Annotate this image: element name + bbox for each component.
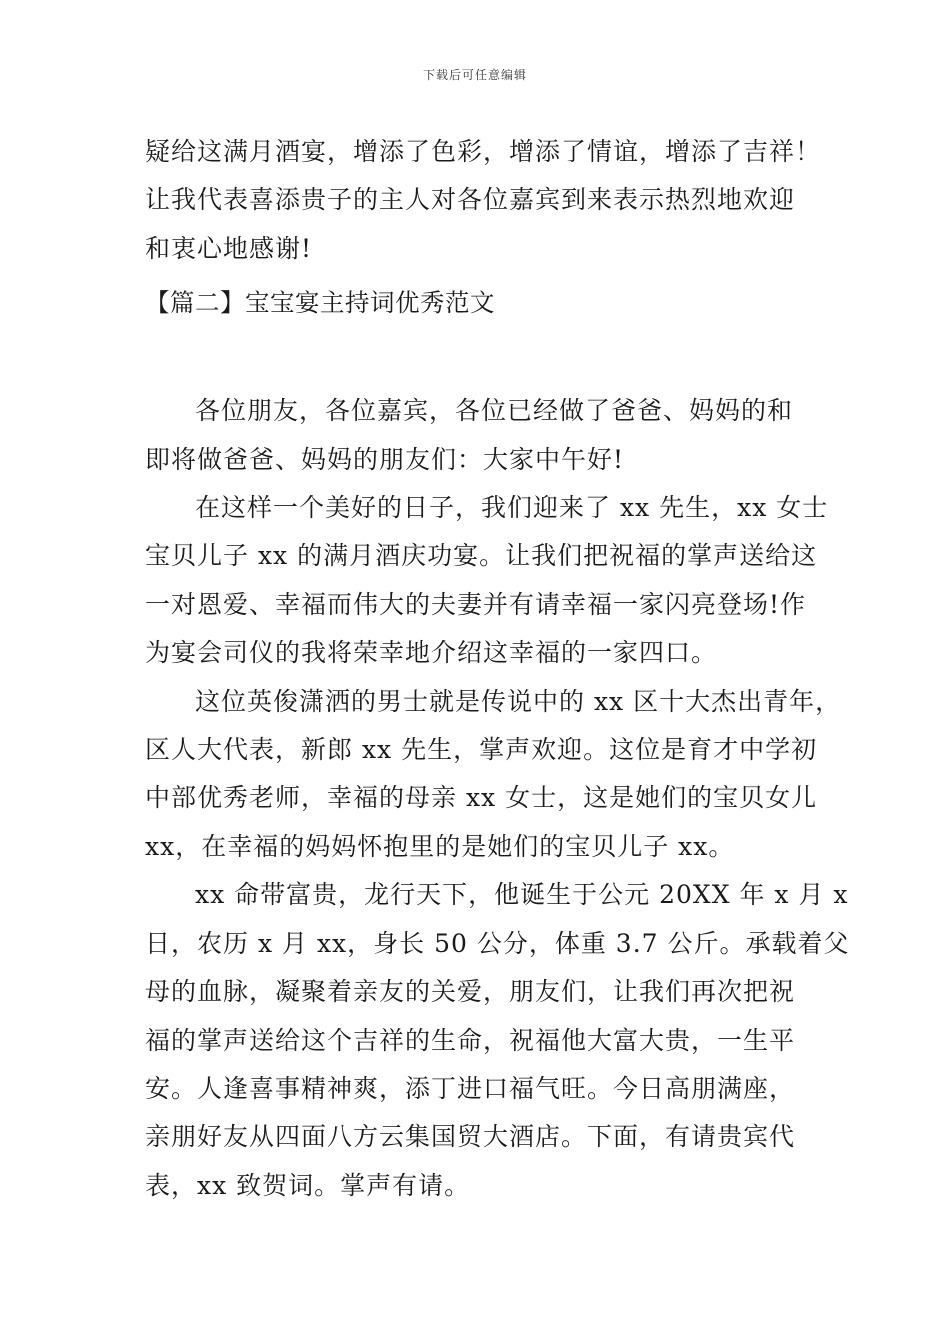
text-line: 疑给这满月酒宴，增添了色彩，增添了情谊，增添了吉祥！ <box>145 137 822 166</box>
text-line: 即将做爸爸、妈妈的朋友们：大家中午好! <box>145 444 625 474</box>
paragraph <box>145 484 829 678</box>
text-line: xx，在幸福的妈妈怀抱里的是她们的宝贝儿子 xx。 <box>145 831 735 861</box>
text-line: 安。人逢喜事精神爽，添丁进口福气旺。今日高朋满座， <box>145 1073 796 1103</box>
text-line: 和衷心地感谢! <box>145 233 313 263</box>
text-line: 为宴会司仪的我将荣幸地介绍这幸福的一家四口。 <box>145 638 718 668</box>
paragraph <box>145 387 811 484</box>
text-line: 福的掌声送给这个吉祥的生命，祝福他大富大贵，一生平 <box>145 1025 796 1055</box>
text-line: 母的血脉，凝聚着亲友的关爱，朋友们，让我们再次把祝 <box>145 977 796 1007</box>
blank-space <box>145 327 811 387</box>
intro-paragraph <box>145 128 822 273</box>
text-line: 中部优秀老师，幸福的母亲 xx 女士，这是她们的宝贝女儿 <box>145 783 818 813</box>
paragraph <box>145 871 850 1210</box>
text-line: xx 命带富贵，龙行天下，他诞生于公元 20XX 年 x 月 x <box>195 880 849 910</box>
text-line: 一对恩爱、幸福而伟大的夫妻并有请幸福一家闪亮登场!作 <box>145 589 807 619</box>
text-line: 这位英俊潇洒的男士就是传说中的 xx 区十大杰出青年， <box>195 686 842 716</box>
text-line: 表，xx 致贺词。掌声有请。 <box>145 1170 471 1200</box>
paragraph <box>145 678 842 872</box>
text-line: 日，农历 x 月 xx，身长 50 公分，体重 3.7 公斤。承载着父 <box>145 928 850 958</box>
header-note: 下载后可任意编辑 <box>422 68 527 82</box>
text-line: 宝贝儿子 xx 的满月酒庆功宴。让我们把祝福的掌声送给这 <box>145 541 818 571</box>
text-line: 亲朋好友从四面八方云集国贸大酒店。下面，有请贵宾代 <box>145 1122 796 1152</box>
section-heading: 【篇二】宝宝宴主持词优秀范文 <box>145 288 495 318</box>
document-body <box>145 128 850 1210</box>
text-line: 各位朋友，各位嘉宾，各位已经做了爸爸、妈妈的和 <box>195 396 794 426</box>
text-line: 让我代表喜添贵子的主人对各位嘉宾到来表示热烈地欢迎 <box>145 185 796 215</box>
text-line: 在这样一个美好的日子，我们迎来了 xx 先生，xx 女士 <box>195 493 829 523</box>
text-line: 区人大代表，新郎 xx 先生，掌声欢迎。这位是育才中学初 <box>145 735 818 765</box>
